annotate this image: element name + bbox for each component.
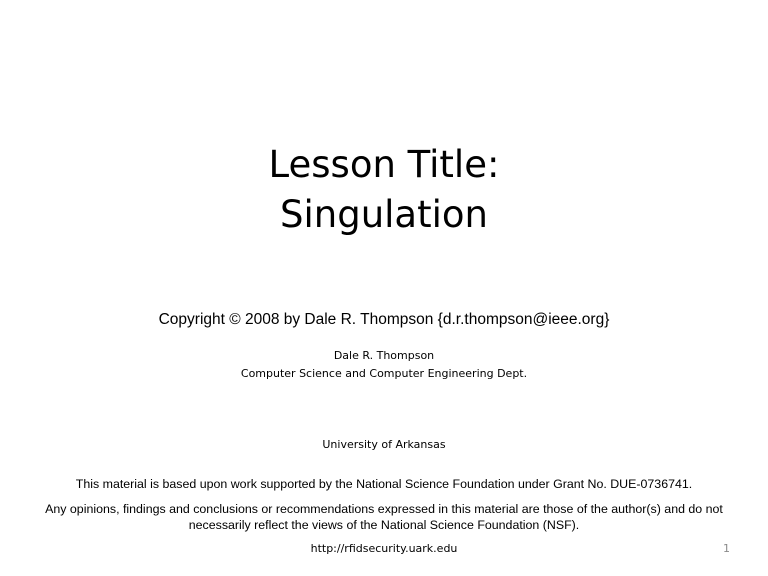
footer-url: http://rfidsecurity.uark.edu <box>310 542 458 555</box>
title-line-2: Singulation <box>280 193 488 236</box>
department-name: Computer Science and Computer Engineering Dept. <box>240 367 528 380</box>
author-block <box>0 347 768 383</box>
author-name: Dale R. Thompson <box>333 349 435 362</box>
university-name: University of Arkansas <box>322 438 446 451</box>
nsf-grant-notice: This material is based upon work supported by the National Science Foundation under Grant No. DUE-0736741. <box>75 477 693 491</box>
slide-number: 1 <box>723 542 730 555</box>
copyright-notice: Copyright © 2008 by Dale R. Thompson {d.r.thompson@ieee.org} <box>158 311 610 328</box>
nsf-disclaimer: Any opinions, findings and conclusions or recommendations expressed in this material are those of the author(s) and do not necessarily reflect the views of the National Science Foundation (NSF). <box>45 502 723 532</box>
title-line-1: Lesson Title: <box>268 143 500 186</box>
slide-title <box>0 140 768 240</box>
